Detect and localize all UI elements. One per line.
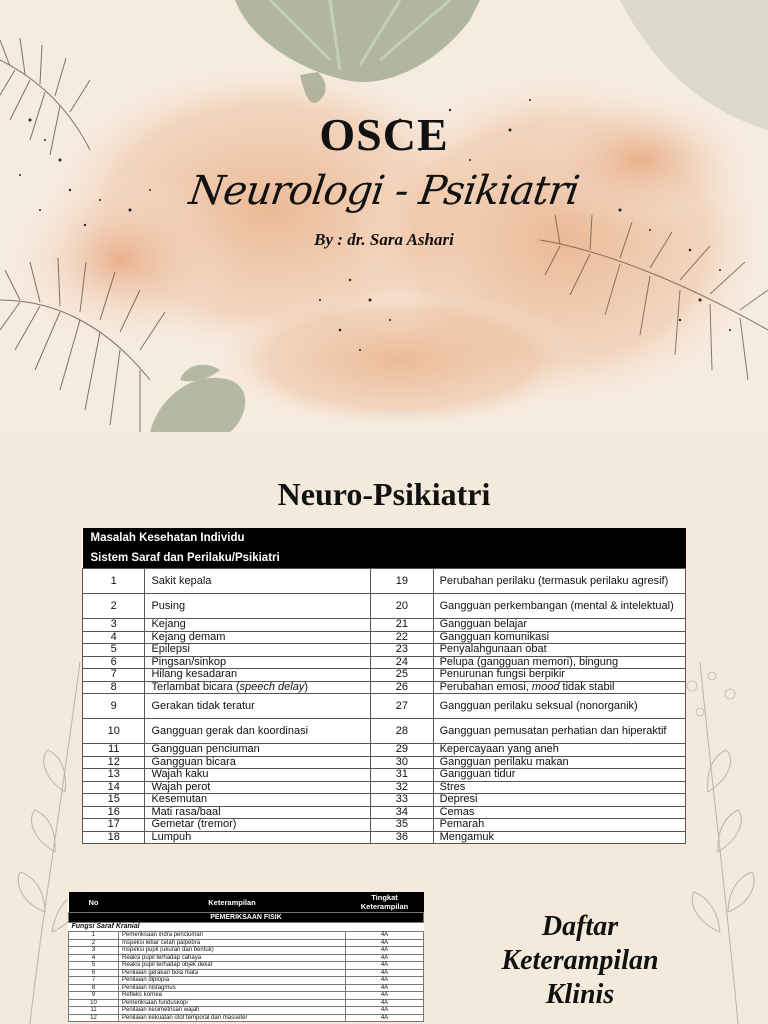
- cell-text: Penurunan fungsi berpikir: [439, 668, 565, 681]
- problem-label: [145, 594, 371, 619]
- italic-term: speech delay: [239, 680, 305, 693]
- row-number: [83, 631, 145, 644]
- problem-label: [433, 781, 685, 794]
- cell-text: Gangguan komunikasi: [439, 630, 550, 643]
- skill-row: [69, 1014, 424, 1022]
- problem-label: [145, 819, 371, 832]
- cell-text: Stres: [439, 780, 466, 793]
- cell-text: 16: [107, 805, 120, 818]
- cell-text: 27: [395, 699, 408, 712]
- table-header-1: Masalah Kesehatan Individu: [83, 528, 686, 548]
- row-number: [83, 819, 145, 832]
- cell-text: Depresi: [439, 793, 478, 806]
- health-problems-table: [82, 528, 686, 844]
- skill-number: 2: [69, 939, 119, 947]
- skill-level: 4A: [346, 1014, 424, 1022]
- row-number: [371, 669, 433, 682]
- row-number: [83, 681, 145, 694]
- cell-text: Gangguan perilaku makan: [439, 755, 569, 768]
- row-number: [371, 644, 433, 657]
- col-level-header: Tingkat Keterampilan: [346, 892, 424, 913]
- cell-text: 5: [110, 643, 117, 656]
- problem-label: [145, 619, 371, 632]
- skill-name: Penilaian gerakan bola mata: [119, 969, 346, 977]
- slide-title: OSCE: [319, 109, 449, 160]
- skill-number: 11: [69, 1007, 119, 1015]
- row-number: [371, 781, 433, 794]
- skill-name: Inspeksi pupil (ukuran dan bentuk): [119, 947, 346, 955]
- problem-label: [433, 681, 685, 694]
- skill-number: 8: [69, 984, 119, 992]
- cell-text: 34: [395, 805, 408, 818]
- skill-number: 4: [69, 954, 119, 962]
- skill-row: [69, 999, 424, 1007]
- table-row: [83, 806, 686, 819]
- problem-label: [433, 769, 685, 782]
- row-number: [371, 719, 433, 744]
- table-row: [83, 819, 686, 832]
- cell-text: 20: [395, 599, 408, 612]
- row-number: [83, 744, 145, 757]
- cell-text: Gerakan tidak teratur: [151, 699, 255, 712]
- row-number: [371, 681, 433, 694]
- table-row: [83, 644, 686, 657]
- skill-level: 4A: [346, 962, 424, 970]
- problem-label: [433, 656, 685, 669]
- problem-label: [433, 819, 685, 832]
- cell-text: Wajah kaku: [151, 768, 209, 781]
- row-number: [83, 781, 145, 794]
- table-row: [83, 619, 686, 632]
- cell-text: Penyalahgunaan obat: [439, 643, 547, 656]
- cell-text: 28: [395, 724, 408, 737]
- cell-text: 26: [395, 680, 408, 693]
- cell-text: 2: [110, 599, 117, 612]
- row-number: [371, 619, 433, 632]
- problem-label: [145, 794, 371, 807]
- table-row: [83, 569, 686, 594]
- problem-label: [145, 631, 371, 644]
- cell-text: Pusing: [151, 599, 186, 612]
- row-number: [371, 756, 433, 769]
- cell-text: 22: [395, 630, 408, 643]
- cell-text: 21: [395, 618, 408, 631]
- cell-text: Perubahan emosi,: [439, 680, 532, 693]
- cell-text: Pemarah: [439, 818, 485, 831]
- table-row: [83, 669, 686, 682]
- cell-text: Gangguan belajar: [439, 618, 528, 631]
- problem-label: [433, 619, 685, 632]
- problem-label: [145, 744, 371, 757]
- skill-level: 4A: [346, 939, 424, 947]
- skill-name: Inspeksi lebar celah palpebra: [119, 939, 346, 947]
- table-row: [83, 831, 686, 844]
- row-number: [83, 669, 145, 682]
- row-number: [83, 831, 145, 844]
- cell-text: Gangguan perilaku seksual (nonorganik): [439, 699, 638, 712]
- table-header-2: Sistem Saraf dan Perilaku/Psikiatri: [83, 548, 686, 569]
- row-number: [371, 594, 433, 619]
- cell-text: Perubahan perilaku (termasuk perilaku agresif): [439, 574, 669, 587]
- cell-text: Lumpuh: [151, 830, 192, 843]
- table-row: [83, 781, 686, 794]
- section-row: PEMERIKSAAN FISIK: [69, 913, 424, 923]
- cell-text: 6: [110, 655, 117, 668]
- row-number: [83, 794, 145, 807]
- problem-label: [433, 719, 685, 744]
- skill-row: [69, 992, 424, 1000]
- side-title: [470, 910, 690, 1012]
- skill-level: 4A: [346, 969, 424, 977]
- cell-text: 23: [395, 643, 408, 656]
- problem-label: [433, 794, 685, 807]
- skill-level: 4A: [346, 947, 424, 955]
- cell-text: Gangguan penciuman: [151, 743, 260, 756]
- problem-label: [433, 756, 685, 769]
- problem-label: [433, 694, 685, 719]
- row-number: [371, 744, 433, 757]
- skill-name: Penilaian kesimetrisan wajah: [119, 1007, 346, 1015]
- skill-row: [69, 939, 424, 947]
- cell-text: tidak stabil: [559, 680, 615, 693]
- cell-text: Wajah perot: [151, 780, 211, 793]
- row-number: [371, 769, 433, 782]
- table-row: [83, 656, 686, 669]
- table-row: [83, 719, 686, 744]
- skill-number: 10: [69, 999, 119, 1007]
- row-number: [83, 619, 145, 632]
- row-number: [83, 719, 145, 744]
- cell-text: 25: [395, 668, 408, 681]
- cell-text: Gangguan pemusatan perhatian dan hiperaktif: [439, 724, 667, 737]
- skill-level: 4A: [346, 932, 424, 940]
- cell-text: 11: [108, 743, 120, 756]
- side-title-line-1: Daftar: [541, 911, 619, 942]
- cell-text: 4: [110, 630, 117, 643]
- cell-text: 24: [395, 655, 408, 668]
- cell-text: 29: [395, 743, 408, 756]
- side-title-line-3: Klinis: [545, 979, 615, 1010]
- problem-label: [145, 569, 371, 594]
- cell-text: 17: [107, 818, 120, 831]
- skill-row: [69, 947, 424, 955]
- table-row: [83, 744, 686, 757]
- row-number: [83, 594, 145, 619]
- table-row: [83, 594, 686, 619]
- skill-number: 9: [69, 992, 119, 1000]
- problem-label: [145, 681, 371, 694]
- problem-label: [145, 694, 371, 719]
- problem-label: [433, 594, 685, 619]
- cell-text: Kejang demam: [151, 630, 226, 643]
- cell-text: 15: [107, 793, 120, 806]
- problem-label: [433, 569, 685, 594]
- italic-term: mood: [531, 680, 560, 693]
- cell-text: Gangguan bicara: [151, 755, 236, 768]
- cell-text: 13: [107, 768, 120, 781]
- row-number: [83, 656, 145, 669]
- cell-text: Cemas: [439, 805, 475, 818]
- problem-label: [433, 806, 685, 819]
- subsection-row: Fungsi Saraf Kranial: [69, 923, 424, 932]
- row-number: [83, 769, 145, 782]
- table-row: [83, 794, 686, 807]
- skill-row: [69, 962, 424, 970]
- row-number: [371, 694, 433, 719]
- col-skill-header: Keterampilan: [119, 892, 346, 913]
- skill-level: 4A: [346, 977, 424, 985]
- side-title-line-2: Keterampilan: [501, 945, 659, 976]
- cell-text: 12: [107, 755, 120, 768]
- skill-name: Penilaian diplopia: [119, 977, 346, 985]
- problem-label: [433, 644, 685, 657]
- problem-label: [433, 831, 685, 844]
- row-number: [83, 644, 145, 657]
- cell-text: Gangguan perkembangan (mental & intelektual): [439, 599, 674, 612]
- row-number: [83, 756, 145, 769]
- skill-row: [69, 984, 424, 992]
- problem-label: [433, 669, 685, 682]
- author-byline: By : dr. Sara Ashari: [314, 230, 454, 249]
- row-number: [83, 569, 145, 594]
- skill-name: Reaksi pupil terhadap objek dekat: [119, 962, 346, 970]
- cell-text: 30: [395, 755, 408, 768]
- skill-level: 4A: [346, 1007, 424, 1015]
- row-number: [371, 569, 433, 594]
- skill-name: Reaksi pupil terhadap cahaya: [119, 954, 346, 962]
- problem-label: [145, 831, 371, 844]
- skill-name: Penilaian kekuatan otot temporal dan masseter: [119, 1014, 346, 1022]
- row-number: [371, 656, 433, 669]
- cell-text: 10: [107, 724, 120, 737]
- cell-text: Gangguan tidur: [439, 768, 516, 781]
- skill-row: [69, 932, 424, 940]
- row-number: [83, 694, 145, 719]
- cell-text: 14: [107, 780, 120, 793]
- problem-label: [145, 669, 371, 682]
- table-row: [83, 756, 686, 769]
- cell-text: 32: [395, 780, 408, 793]
- cell-text: 18: [107, 830, 120, 843]
- skill-name: Pemeriksaan funduskopi: [119, 999, 346, 1007]
- table-row: [83, 681, 686, 694]
- row-number: [371, 819, 433, 832]
- cell-text: 7: [110, 668, 117, 681]
- row-number: [371, 806, 433, 819]
- cell-text: Mengamuk: [439, 830, 494, 843]
- row-number: [371, 794, 433, 807]
- cell-text: 36: [395, 830, 408, 843]
- cell-text: Gangguan gerak dan koordinasi: [151, 724, 309, 737]
- cell-text: 9: [110, 699, 117, 712]
- skill-name: Refleks kornea: [119, 992, 346, 1000]
- problem-label: [433, 744, 685, 757]
- problem-label: [145, 719, 371, 744]
- row-number: [371, 831, 433, 844]
- cell-text: 31: [395, 768, 408, 781]
- title-slide: [0, 0, 768, 432]
- skill-level: 4A: [346, 984, 424, 992]
- skill-level: 4A: [346, 954, 424, 962]
- problem-label: [145, 756, 371, 769]
- cell-text: Pelupa (gangguan memori), bingung: [439, 655, 619, 668]
- cell-text: Gemetar (tremor): [151, 818, 237, 831]
- problem-label: [145, 644, 371, 657]
- table-row: [83, 694, 686, 719]
- cell-text: Epilepsi: [151, 643, 190, 656]
- skill-number: 3: [69, 947, 119, 955]
- skill-row: [69, 954, 424, 962]
- cell-text: 19: [395, 574, 408, 587]
- skill-row: [69, 969, 424, 977]
- skill-number: 1: [69, 932, 119, 940]
- cell-text: 35: [395, 818, 408, 831]
- watercolor-leaves-background: [0, 0, 768, 432]
- skill-level: 4A: [346, 992, 424, 1000]
- problem-label: [145, 806, 371, 819]
- skill-row: [69, 1007, 424, 1015]
- cell-text: Kepercayaan yang aneh: [439, 743, 559, 756]
- cell-text: 33: [395, 793, 408, 806]
- section-title: Neuro-Psikiatri: [277, 476, 491, 512]
- skill-name: Penilaian nistagmus: [119, 984, 346, 992]
- cell-text: Kejang: [151, 618, 186, 631]
- table-row: [83, 631, 686, 644]
- cell-text: 8: [110, 680, 117, 693]
- cell-text: Pingsan/sinkop: [151, 655, 227, 668]
- skill-level: 4A: [346, 999, 424, 1007]
- skill-number: 12: [69, 1014, 119, 1022]
- cell-text: 1: [110, 574, 117, 587]
- skill-number: 6: [69, 969, 119, 977]
- cell-text: Kesemutan: [151, 793, 208, 806]
- skills-table: [68, 892, 424, 1022]
- cell-text: Terlambat bicara (: [151, 680, 240, 693]
- problem-label: [145, 656, 371, 669]
- content-slide: [0, 432, 768, 1024]
- cell-text: ): [304, 680, 309, 693]
- row-number: [83, 806, 145, 819]
- problem-label: [145, 769, 371, 782]
- problem-label: [433, 631, 685, 644]
- skill-number: 7: [69, 977, 119, 985]
- slide-subtitle: Neurologi - Psikiatri: [186, 168, 582, 214]
- col-no-header: No: [69, 892, 119, 913]
- skill-name: Pemeriksaan indra penciuman: [119, 932, 346, 940]
- row-number: [371, 631, 433, 644]
- cell-text: Sakit kepala: [151, 574, 212, 587]
- cell-text: 3: [110, 618, 117, 631]
- table-row: [83, 769, 686, 782]
- skill-row: [69, 977, 424, 985]
- cell-text: Mati rasa/baal: [151, 805, 221, 818]
- cell-text: Hilang kesadaran: [151, 668, 238, 681]
- problem-label: [145, 781, 371, 794]
- skill-number: 5: [69, 962, 119, 970]
